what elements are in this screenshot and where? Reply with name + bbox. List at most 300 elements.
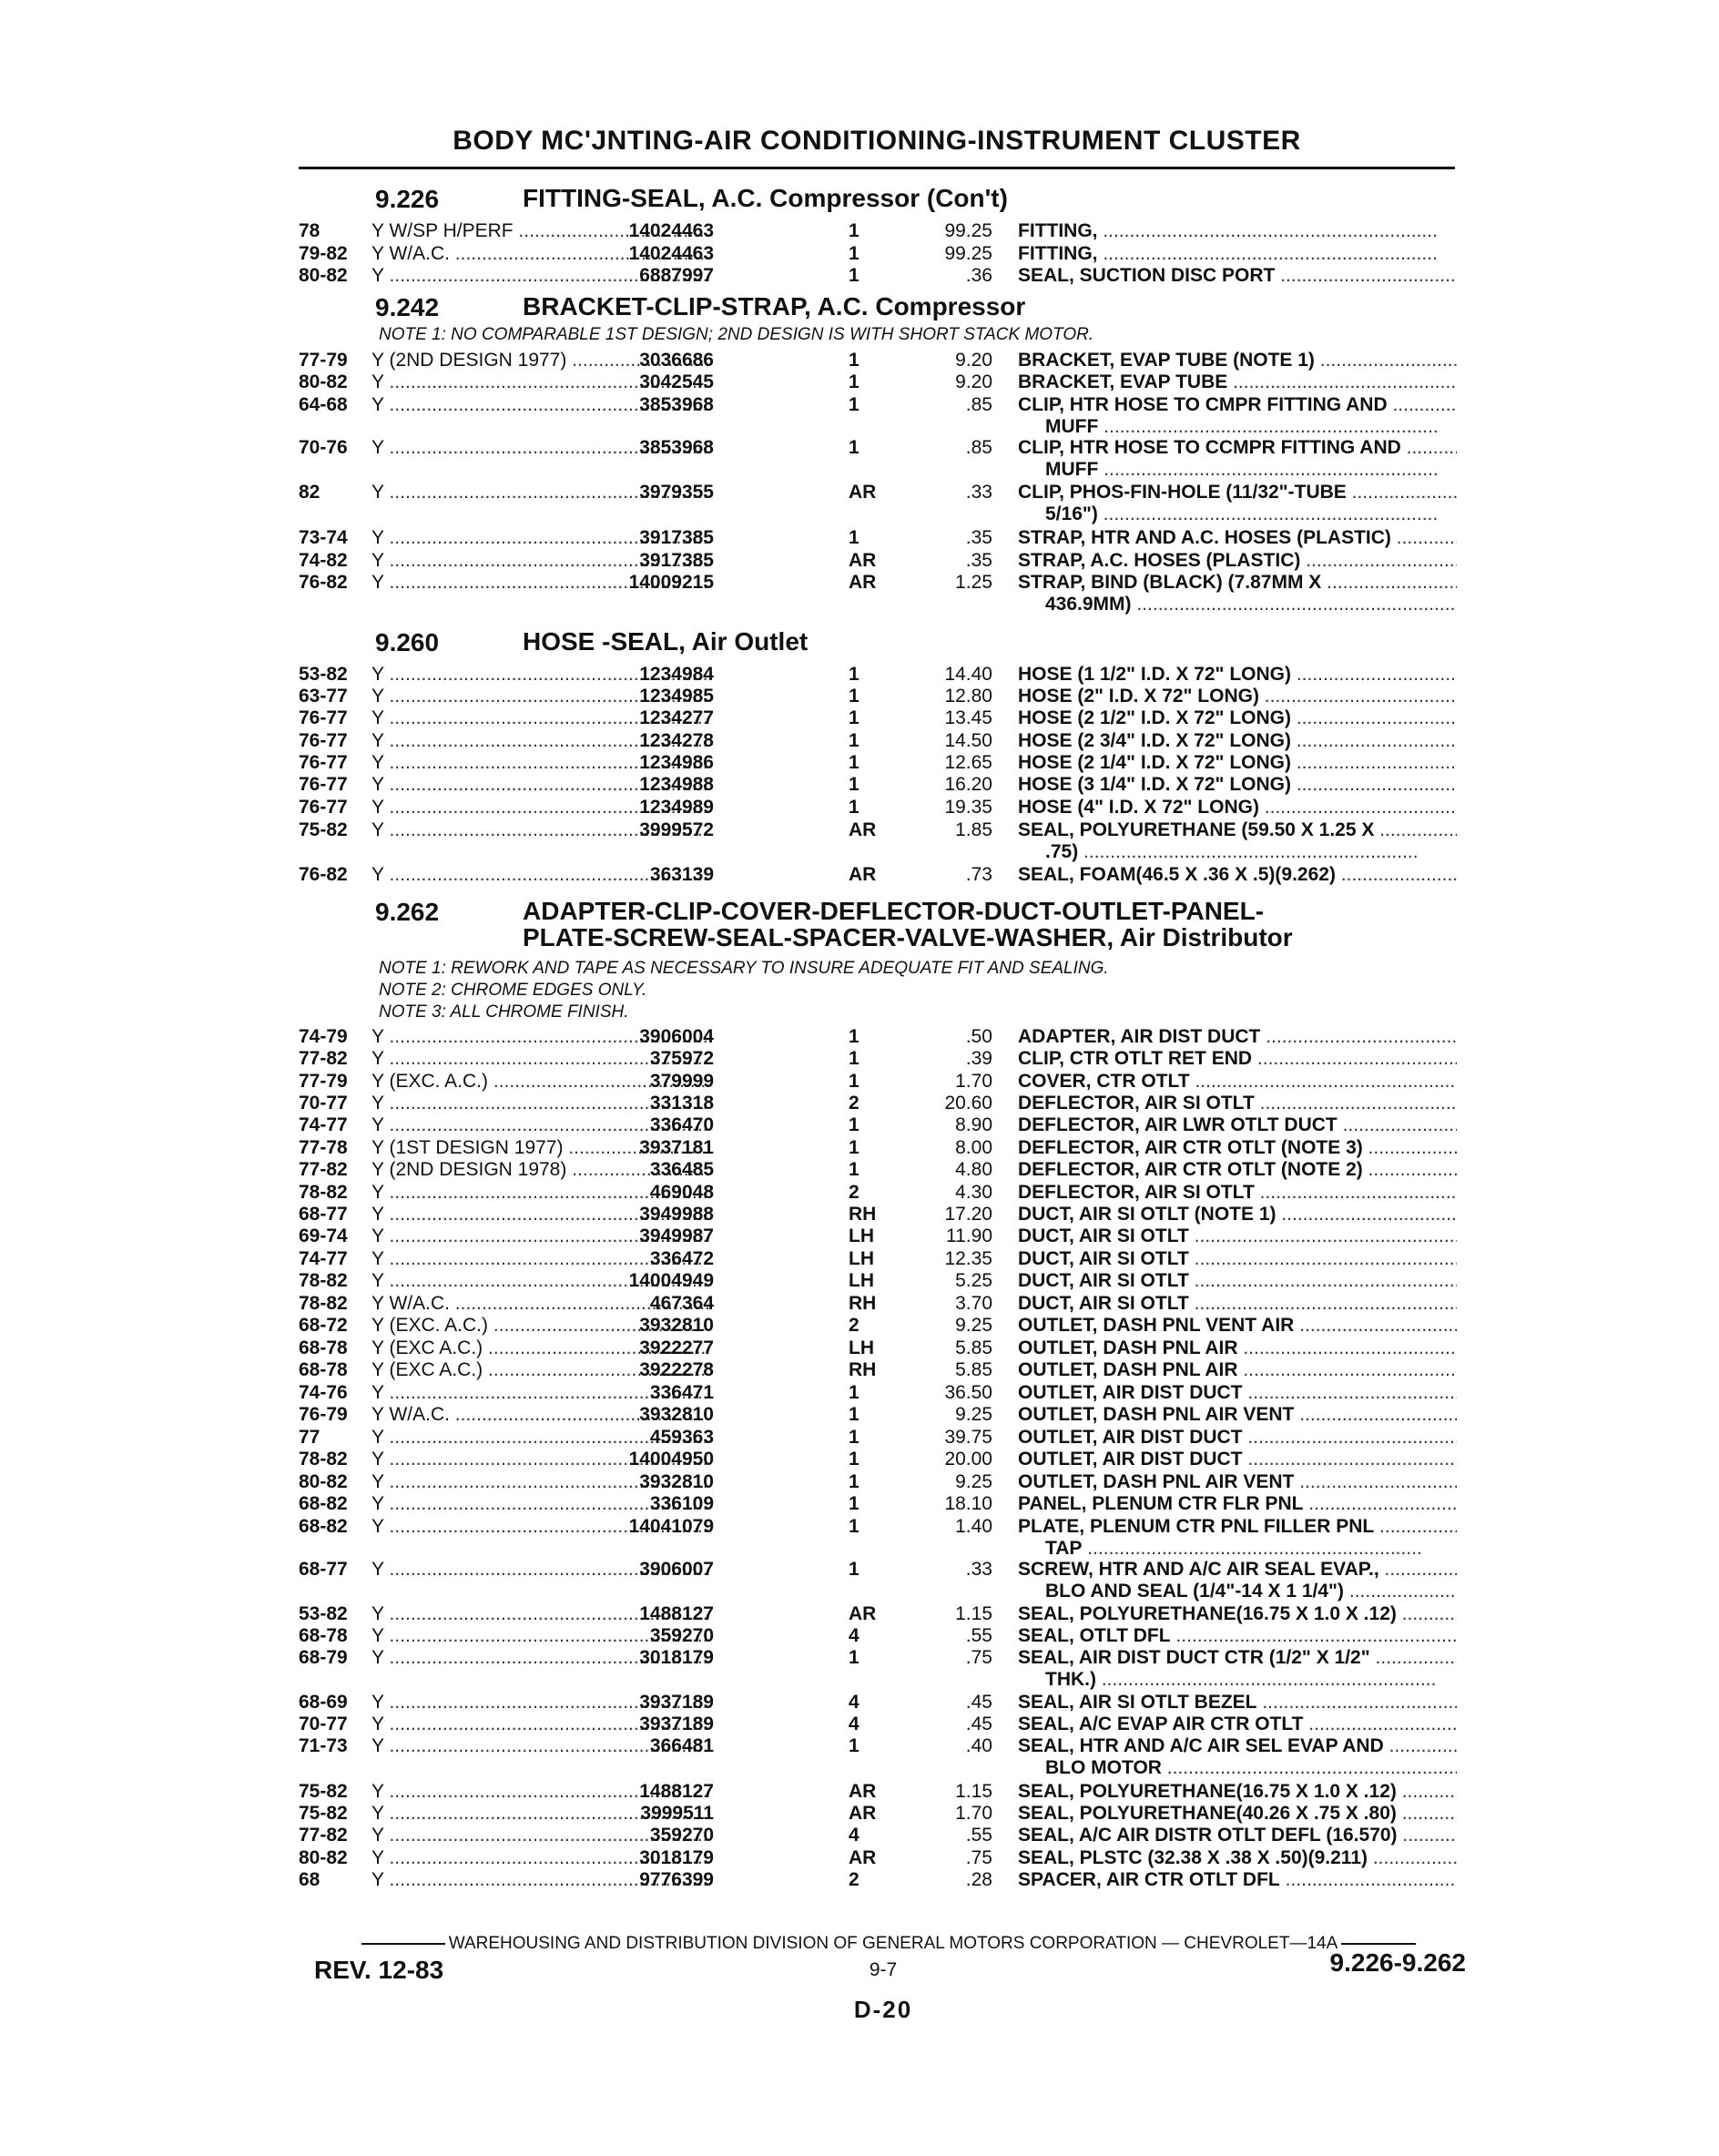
model-years: 77-82: [299, 1825, 348, 1846]
model-years: 74-77: [299, 1114, 348, 1135]
quantity: 1: [849, 752, 860, 773]
model-years: 68: [299, 1869, 320, 1890]
list-price: 17.20: [944, 1204, 992, 1225]
model-years: 75-82: [299, 819, 348, 840]
part-number: 6887997: [639, 265, 714, 286]
part-row: [299, 436, 1457, 459]
part-row: [299, 863, 1457, 886]
model-applicability: Y .....: [371, 863, 708, 886]
list-price: 9.25: [955, 1315, 992, 1336]
part-row: [299, 1092, 1457, 1114]
part-description: OUTLET, DASH PNL AIR VENT .....: [1018, 1403, 1457, 1426]
part-number: 14041079: [628, 1516, 714, 1537]
model-years: 76-77: [299, 774, 348, 795]
part-number: 3949988: [639, 1204, 714, 1225]
part-number: 3999572: [639, 819, 714, 840]
part-description: OUTLET, AIR DIST DUCT .....: [1018, 1448, 1457, 1470]
section-number: 9.260: [375, 628, 440, 656]
part-row: [299, 1734, 1457, 1757]
quantity: AR: [849, 572, 877, 593]
model-years: 74-82: [299, 550, 348, 571]
part-number: 1234277: [639, 707, 714, 728]
part-row: [299, 1868, 1457, 1891]
model-years: 68-78: [299, 1359, 348, 1380]
model-applicability: Y .....: [371, 1868, 708, 1891]
quantity: AR: [849, 482, 877, 503]
model-applicability: Y .....: [371, 1713, 708, 1735]
model-applicability: Y .....: [371, 1047, 708, 1070]
quantity: 1: [849, 774, 860, 795]
quantity: AR: [849, 1803, 877, 1824]
part-number: 1488127: [639, 1781, 714, 1802]
model-applicability: Y .....: [371, 707, 708, 729]
part-number: 1234984: [639, 664, 714, 685]
list-price: .50: [965, 1026, 992, 1047]
model-years: 68-77: [299, 1204, 348, 1225]
part-row: [299, 371, 1457, 393]
part-description: DUCT, AIR SI OTLT .....: [1018, 1247, 1457, 1270]
model-applicability: Y .....: [371, 729, 708, 752]
section-title-line: ADAPTER-CLIP-COVER-DEFLECTOR-DUCT-OUTLET-PANEL-: [523, 897, 1265, 925]
model-years: 68-82: [299, 1493, 348, 1514]
part-description: SEAL, HTR AND A/C AIR SEL EVAP AND .....: [1018, 1734, 1457, 1757]
part-description: OUTLET, AIR DIST DUCT .....: [1018, 1381, 1457, 1404]
quantity: 1: [849, 797, 860, 818]
model-applicability: Y .....: [371, 819, 708, 841]
list-price: .36: [965, 265, 992, 286]
part-description: SEAL, POLYURETHANE(40.26 X .75 X .80) .....: [1018, 1802, 1457, 1825]
model-years: 68-72: [299, 1315, 348, 1336]
list-price: .28: [965, 1869, 992, 1890]
quantity: 1: [849, 1071, 860, 1092]
part-number: 3922277: [639, 1337, 714, 1358]
part-description: BRACKET, EVAP TUBE (NOTE 1) .....: [1018, 349, 1457, 371]
list-price: 9.20: [955, 371, 992, 392]
part-row: [299, 729, 1457, 752]
part-row: [299, 349, 1457, 371]
part-row: [299, 1802, 1457, 1825]
list-price: .75: [965, 1647, 992, 1668]
part-row: [299, 1358, 1457, 1381]
model-applicability: Y .....: [371, 1247, 708, 1270]
part-number: 14024463: [628, 243, 714, 264]
part-row: [299, 242, 1457, 265]
quantity: 1: [849, 1026, 860, 1047]
quantity: 1: [849, 1735, 860, 1756]
model-applicability: Y .....: [371, 481, 708, 503]
part-description: SEAL, POLYURETHANE(16.75 X 1.0 X .12) .....: [1018, 1780, 1457, 1803]
part-number: 1234278: [639, 730, 714, 751]
part-number: 359270: [649, 1625, 714, 1646]
part-row: [299, 1492, 1457, 1515]
model-years: 68-78: [299, 1625, 348, 1646]
part-row: [299, 1269, 1457, 1292]
quantity: RH: [849, 1359, 877, 1380]
list-price: 5.85: [955, 1359, 992, 1380]
quantity: AR: [849, 1603, 877, 1624]
list-price: .55: [965, 1825, 992, 1846]
model-years: 80-82: [299, 1471, 348, 1492]
part-number: 1234986: [639, 752, 714, 773]
part-description: OUTLET, AIR DIST DUCT .....: [1018, 1426, 1457, 1449]
part-number: 3042545: [639, 371, 714, 392]
part-number: 3853968: [639, 437, 714, 458]
list-price: 4.30: [955, 1182, 992, 1203]
model-years: 77-82: [299, 1048, 348, 1069]
list-price: 5.25: [955, 1270, 992, 1291]
part-description: SEAL, SUCTION DISC PORT .....: [1018, 264, 1457, 287]
quantity: RH: [849, 1204, 877, 1225]
part-description-continued: BLO MOTOR .....: [1045, 1756, 1457, 1779]
model-years: 78-82: [299, 1449, 348, 1470]
quantity: LH: [849, 1270, 874, 1291]
part-number: 379999: [649, 1071, 714, 1092]
model-years: 76-82: [299, 572, 348, 593]
section-note: NOTE 1: NO COMPARABLE 1ST DESIGN; 2ND DESIGN IS WITH SHORT STACK MOTOR.: [379, 325, 1094, 344]
list-price: 1.25: [955, 572, 992, 593]
part-description-continued: 436.9MM) .....: [1045, 593, 1457, 615]
model-applicability: Y .....: [371, 1824, 708, 1846]
quantity: AR: [849, 550, 877, 571]
list-price: .55: [965, 1625, 992, 1646]
part-number: 1234985: [639, 686, 714, 707]
part-description: SEAL, OTLT DFL .....: [1018, 1624, 1457, 1647]
part-row: [299, 707, 1457, 729]
list-price: .45: [965, 1714, 992, 1734]
model-years: 77-79: [299, 350, 348, 371]
model-years: 68-82: [299, 1516, 348, 1537]
quantity: 1: [849, 437, 860, 458]
list-price: .33: [965, 1559, 992, 1580]
part-description: OUTLET, DASH PNL AIR .....: [1018, 1358, 1457, 1381]
list-price: 16.20: [944, 774, 992, 795]
model-applicability: Y .....: [371, 549, 708, 572]
model-applicability: Y (2ND DESIGN 1977) .....: [371, 349, 708, 371]
model-years: 77: [299, 1427, 320, 1448]
part-number: 1234988: [639, 774, 714, 795]
model-applicability: Y .....: [371, 1269, 708, 1292]
document-number: D-20: [853, 1996, 913, 2023]
model-years: 78-82: [299, 1182, 348, 1203]
part-row: [299, 1602, 1457, 1625]
section-title: [523, 185, 1008, 211]
part-number: 1488127: [639, 1603, 714, 1624]
model-years: 68-69: [299, 1692, 348, 1713]
quantity: 2: [849, 1315, 860, 1336]
part-number: 375972: [649, 1048, 714, 1069]
part-row: [299, 685, 1457, 707]
model-applicability: Y .....: [371, 371, 708, 393]
model-years: 79-82: [299, 243, 348, 264]
model-applicability: Y .....: [371, 1114, 708, 1136]
part-description: CLIP, HTR HOSE TO CMPR FITTING AND .....: [1018, 393, 1457, 416]
model-years: 76-77: [299, 752, 348, 773]
part-description: SCREW, HTR AND A/C AIR SEAL EVAP., .....: [1018, 1558, 1457, 1581]
quantity: 1: [849, 1471, 860, 1492]
part-row: [299, 1181, 1457, 1204]
model-applicability: Y .....: [371, 796, 708, 819]
part-number: 1234989: [639, 797, 714, 818]
part-row: [299, 1158, 1457, 1181]
part-row: [299, 1314, 1457, 1337]
part-row: [299, 1713, 1457, 1735]
part-number: 336471: [649, 1382, 714, 1403]
part-description: OUTLET, DASH PNL VENT AIR .....: [1018, 1314, 1457, 1337]
part-description: DEFLECTOR, AIR CTR OTLT (NOTE 3) .....: [1018, 1136, 1457, 1159]
part-number: 467364: [649, 1293, 714, 1314]
part-description: CLIP, CTR OTLT RET END .....: [1018, 1047, 1457, 1070]
part-row: [299, 1025, 1457, 1048]
model-applicability: Y W/SP H/PERF .....: [371, 219, 708, 242]
part-description: COVER, CTR OTLT .....: [1018, 1070, 1457, 1093]
list-price: .35: [965, 550, 992, 571]
quantity: 1: [849, 1137, 860, 1158]
part-description: HOSE (1 1/2" I.D. X 72" LONG) .....: [1018, 663, 1457, 686]
part-description: SPACER, AIR CTR OTLT DFL .....: [1018, 1868, 1457, 1891]
model-applicability: Y .....: [371, 571, 708, 594]
model-years: 70-76: [299, 437, 348, 458]
list-price: 99.25: [944, 220, 992, 241]
part-description: HOSE (3 1/4" I.D. X 72" LONG) .....: [1018, 773, 1457, 796]
list-price: 11.90: [946, 1225, 992, 1246]
part-description: STRAP, A.C. HOSES (PLASTIC) .....: [1018, 549, 1457, 572]
model-years: 68-78: [299, 1337, 348, 1358]
list-price: 14.50: [944, 730, 992, 751]
part-description: OUTLET, DASH PNL AIR .....: [1018, 1337, 1457, 1359]
model-applicability: Y .....: [371, 1203, 708, 1225]
quantity: 1: [849, 1559, 860, 1580]
section-number: 9.242: [375, 293, 440, 321]
model-years: 74-76: [299, 1382, 348, 1403]
part-row: [299, 264, 1457, 287]
part-number: 3999511: [640, 1803, 714, 1824]
part-number: 3853968: [639, 394, 714, 415]
model-applicability: Y .....: [371, 1558, 708, 1581]
part-number: 3036686: [639, 350, 714, 371]
part-row: [299, 1691, 1457, 1714]
quantity: AR: [849, 864, 877, 885]
part-description: DEFLECTOR, AIR SI OTLT .....: [1018, 1092, 1457, 1114]
model-applicability: Y .....: [371, 773, 708, 796]
list-price: 99.25: [944, 243, 992, 264]
quantity: 4: [849, 1692, 860, 1713]
section-title-line: FITTING-SEAL, A.C. Compressor (Con't): [523, 184, 1008, 212]
list-price: 19.35: [944, 797, 992, 818]
quantity: 2: [849, 1182, 860, 1203]
model-years: 78-82: [299, 1270, 348, 1291]
part-row: [299, 1070, 1457, 1093]
quantity: 1: [849, 1493, 860, 1514]
part-number: 3937189: [639, 1692, 714, 1713]
model-applicability: Y .....: [371, 1092, 708, 1114]
part-description: BRACKET, EVAP TUBE .....: [1018, 371, 1457, 393]
part-number: 336472: [649, 1248, 714, 1269]
model-years: 82: [299, 482, 320, 503]
part-row: [299, 1780, 1457, 1803]
list-price: 9.25: [955, 1404, 992, 1425]
part-number: 3906004: [639, 1026, 714, 1047]
section-note: NOTE 2: CHROME EDGES ONLY.: [379, 981, 647, 1000]
part-description: CLIP, PHOS-FIN-HOLE (11/32"-TUBE .....: [1018, 481, 1457, 503]
section-title: [523, 293, 1025, 320]
part-description: HOSE (2 1/2" I.D. X 72" LONG) .....: [1018, 707, 1457, 729]
quantity: 1: [849, 1159, 860, 1180]
list-price: 1.40: [955, 1516, 992, 1537]
quantity: 1: [849, 730, 860, 751]
part-number: 3932810: [639, 1404, 714, 1425]
section-number: 9.262: [375, 898, 440, 926]
model-years: 75-82: [299, 1781, 348, 1802]
quantity: 1: [849, 220, 860, 241]
list-price: 8.90: [955, 1114, 992, 1135]
part-number: 3018179: [639, 1647, 714, 1668]
part-row: [299, 1203, 1457, 1225]
part-row: [299, 549, 1457, 572]
quantity: LH: [849, 1248, 874, 1269]
list-price: 13.45: [944, 707, 992, 728]
list-price: 12.80: [944, 686, 992, 707]
part-description-continued: THK.) .....: [1045, 1668, 1457, 1691]
quantity: 4: [849, 1625, 860, 1646]
model-years: 63-77: [299, 686, 348, 707]
part-description-continued: MUFF .....: [1045, 458, 1457, 481]
part-row: [299, 1292, 1457, 1315]
part-description-continued: .75) .....: [1045, 840, 1457, 863]
model-years: 70-77: [299, 1714, 348, 1734]
part-description: DUCT, AIR SI OTLT .....: [1018, 1292, 1457, 1315]
quantity: 4: [849, 1825, 860, 1846]
model-applicability: Y .....: [371, 1025, 708, 1048]
part-number: 3932810: [639, 1471, 714, 1492]
section-title: [523, 898, 1293, 951]
part-number: 14024463: [628, 220, 714, 241]
part-description: PANEL, PLENUM CTR FLR PNL .....: [1018, 1492, 1457, 1515]
part-row: [299, 219, 1457, 242]
list-price: .40: [965, 1735, 992, 1756]
model-years: 76-82: [299, 864, 348, 885]
part-row: [299, 819, 1457, 841]
quantity: 1: [849, 265, 860, 286]
model-applicability: Y (EXC. A.C.) .....: [371, 1070, 708, 1093]
list-price: 4.80: [955, 1159, 992, 1180]
section-note: NOTE 3: ALL CHROME FINISH.: [379, 1002, 629, 1022]
model-years: 76-77: [299, 707, 348, 728]
model-years: 73-74: [299, 527, 348, 548]
part-number: 336485: [649, 1159, 714, 1180]
part-row: [299, 1047, 1457, 1070]
part-description: SEAL, A/C AIR DISTR OTLT DEFL (16.570) .....: [1018, 1824, 1457, 1846]
model-years: 78-82: [299, 1293, 348, 1314]
part-number: 363139: [649, 864, 714, 885]
model-applicability: Y .....: [371, 1646, 708, 1669]
part-description: SEAL, A/C EVAP AIR CTR OTLT .....: [1018, 1713, 1457, 1735]
list-price: .39: [965, 1048, 992, 1069]
model-years: 71-73: [299, 1735, 348, 1756]
quantity: AR: [849, 1781, 877, 1802]
list-price: .45: [965, 1692, 992, 1713]
model-years: 77-82: [299, 1159, 348, 1180]
quantity: 1: [849, 1449, 860, 1470]
model-applicability: Y .....: [371, 1624, 708, 1647]
model-applicability: Y .....: [371, 1181, 708, 1204]
part-row: [299, 1824, 1457, 1846]
list-price: 12.35: [944, 1248, 992, 1269]
model-applicability: Y .....: [371, 436, 708, 459]
part-row: [299, 1624, 1457, 1647]
part-description: DEFLECTOR, AIR SI OTLT .....: [1018, 1181, 1457, 1204]
quantity: LH: [849, 1337, 874, 1358]
part-description-continued: MUFF .....: [1045, 415, 1457, 438]
quantity: 1: [849, 1516, 860, 1537]
part-row: [299, 1426, 1457, 1449]
model-years: 75-82: [299, 1803, 348, 1824]
section-number: 9.226: [375, 185, 440, 213]
model-applicability: Y .....: [371, 1602, 708, 1625]
list-price: 39.75: [944, 1427, 992, 1448]
part-row: [299, 1114, 1457, 1136]
part-number: 3979355: [639, 482, 714, 503]
part-number: 3932810: [639, 1315, 714, 1336]
list-price: 1.70: [955, 1803, 992, 1824]
quantity: 1: [849, 243, 860, 264]
quantity: 1: [849, 1647, 860, 1668]
model-applicability: Y (EXC. A.C.) .....: [371, 1314, 708, 1337]
model-applicability: Y (EXC A.C.) .....: [371, 1337, 708, 1359]
part-row: [299, 1448, 1457, 1470]
part-description: HOSE (2 1/4" I.D. X 72" LONG) .....: [1018, 751, 1457, 774]
part-description: DUCT, AIR SI OTLT .....: [1018, 1269, 1457, 1292]
model-years: 70-77: [299, 1093, 348, 1114]
section-title-line: HOSE -SEAL, Air Outlet: [523, 627, 809, 656]
model-applicability: Y .....: [371, 1470, 708, 1493]
part-description: STRAP, HTR AND A.C. HOSES (PLASTIC) .....: [1018, 526, 1457, 549]
part-row: [299, 526, 1457, 549]
title-rule: [299, 167, 1455, 169]
quantity: AR: [849, 1847, 877, 1868]
quantity: 2: [849, 1093, 860, 1114]
part-row: [299, 1136, 1457, 1159]
section-note: NOTE 1: REWORK AND TAPE AS NECESSARY TO INSURE ADEQUATE FIT AND SEALING.: [379, 959, 1109, 978]
model-applicability: Y .....: [371, 751, 708, 774]
model-applicability: Y W/A.C. .....: [371, 242, 708, 265]
model-years: 69-74: [299, 1225, 348, 1246]
part-description: CLIP, HTR HOSE TO CCMPR FITTING AND .....: [1018, 436, 1457, 459]
part-description-continued: TAP .....: [1045, 1537, 1457, 1560]
page-title: BODY MC'JNTING-AIR CONDITIONING-INSTRUMENT CLUSTER: [453, 126, 1301, 156]
part-number: 14004949: [628, 1270, 714, 1291]
part-description: STRAP, BIND (BLACK) (7.87MM X .....: [1018, 571, 1457, 594]
model-applicability: Y .....: [371, 393, 708, 416]
part-number: 14009215: [628, 572, 714, 593]
part-number: 469048: [649, 1182, 714, 1203]
list-price: 36.50: [944, 1382, 992, 1403]
model-years: 64-68: [299, 394, 348, 415]
model-years: 53-82: [299, 1603, 348, 1624]
quantity: 1: [849, 527, 860, 548]
model-applicability: Y .....: [371, 1734, 708, 1757]
quantity: 1: [849, 1382, 860, 1403]
model-years: 68-79: [299, 1647, 348, 1668]
part-row: [299, 1558, 1457, 1581]
list-price: .85: [965, 437, 992, 458]
model-years: 76-79: [299, 1404, 348, 1425]
quantity: LH: [849, 1225, 874, 1246]
list-price: .73: [965, 864, 992, 885]
model-years: 77-79: [299, 1071, 348, 1092]
model-applicability: Y W/A.C. .....: [371, 1292, 708, 1315]
part-number: 331318: [649, 1093, 714, 1114]
model-applicability: Y .....: [371, 264, 708, 287]
